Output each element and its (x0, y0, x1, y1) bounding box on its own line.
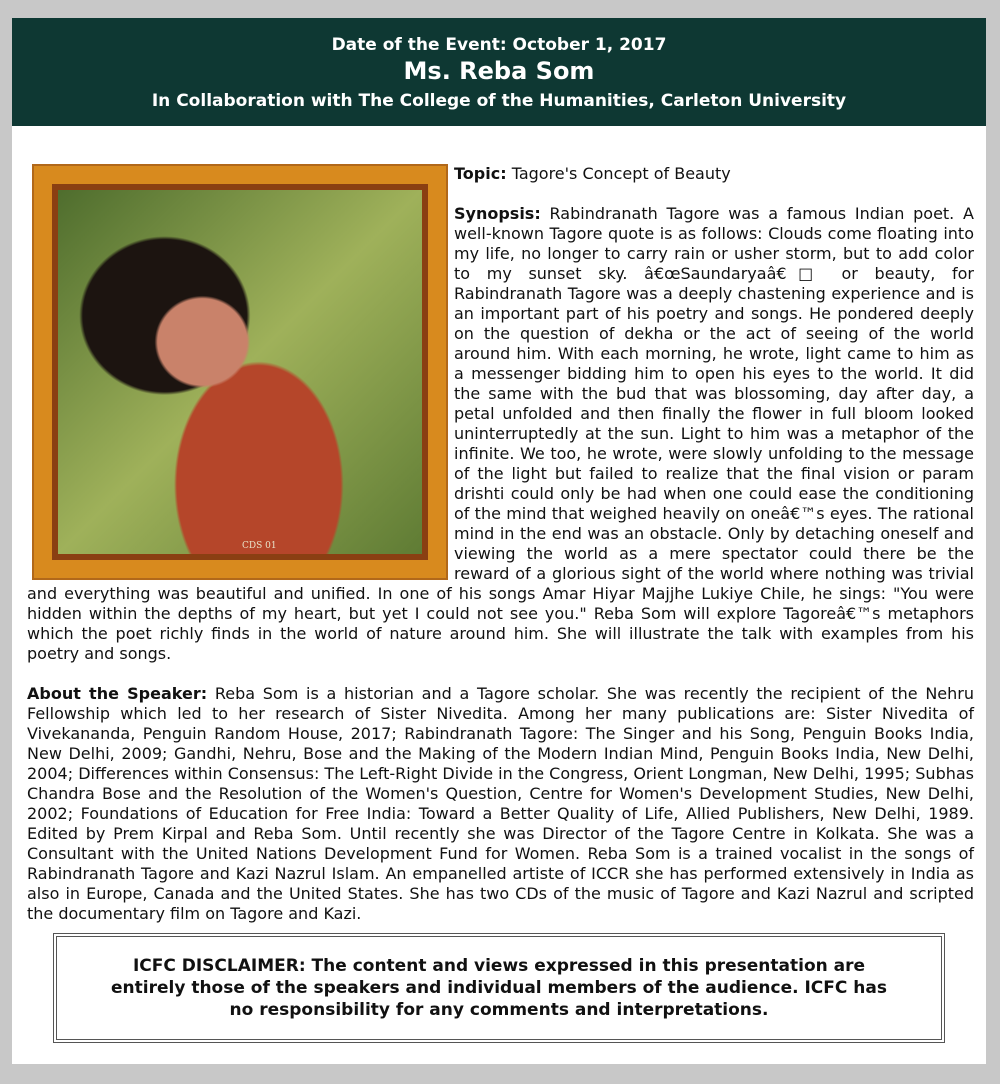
disclaimer-text: ICFC DISCLAIMER: The content and views expressed in this presentation are entirely those of the speakers and individual members of the audience. ICFC has no responsibility for any comments and interpretations. (111, 956, 887, 1020)
about-paragraph (27, 684, 974, 924)
topic-text: Tagore's Concept of Beauty (511, 164, 731, 183)
about-label: About the Speaker: (27, 684, 208, 703)
event-content (27, 164, 974, 944)
about-text: Reba Som is a historian and a Tagore scholar. She was recently the recipient of the Nehru Fellowship which led to her research of Sister Nivedita. Among her many publications are: Sister Nivedita of Vivekananda, Penguin Random House, 2017; Rabindranath Tagore: The Singer and his Song, Penguin Books India, New Delhi, 2009; Gandhi, Nehru, Bose and the Making of the Modern Indian Mind, Penguin Books India, New Delhi, 2004; Differences within Consensus: The Left-Right Divide in the Congress, Orient Longman, New Delhi, 1995; Subhas Chandra Bose and the Resolution of the Women's Question, Centre for Women's Development Studies, New Delhi, 2002; Foundations of Education for Free India: Toward a Better Quality of Life, Allied Publishers, New Delhi, 1989. Edited by Prem Kirpal and Reba Som. Until recently she was Director of the Tagore Centre in Kolkata. She was a Consultant with the United Nations Development Fund for Women. Reba Som is a trained vocalist in the songs of Rabindranath Tagore and Kazi Nazrul Islam. An empanelled artiste of ICCR she has performed extensively in India as also in Europe, Canada and the United States. She has two CDs of the music of Tagore and Kazi Nazrul and scripted the documentary film on Tagore and Kazi. (27, 684, 974, 923)
speaker-photo (34, 166, 446, 578)
event-page (12, 18, 986, 1064)
photo-caption: CDS 01 (242, 541, 277, 551)
collaboration-line: In Collaboration with The College of the Humanities, Carleton University (151, 91, 847, 111)
topic-label: Topic: (454, 164, 507, 183)
disclaimer-box (56, 936, 942, 1040)
synopsis-label: Synopsis: (454, 204, 541, 223)
event-header (12, 18, 986, 126)
synopsis-text: Rabindranath Tagore was a famous Indian poet. A well-known Tagore quote is as follows: Clouds come floating into my life, no longer to carry rain or usher storm, but to add color to my sunset sky. â€œSaundaryaâ€□ or beauty, for Rabindranath Tagore was a deeply chastening experience and is an important part of his poetry and songs. He pondered deeply on the question of dekha or the act of seeing of the world around him. With each morning, he wrote, light came to him as a messenger bidding him to open his eyes to the world. It did the same with the bud that was blossoming, day after day, a petal unfolded and then finally the flower in full bloom looked uninterruptedly at the sun. Light to him was a metaphor of the infinite. We too, he wrote, were slowly unfolding to the message of the light but failed to realize that the final vision or param drishti could only be had when one could ease the conditioning of the mind that weighed heavily on oneâ€™s eyes. The rational mind in the end was an obstacle. Only by detaching oneself and viewing the world as a mere spectator could there be the reward of a glorious sight of the world where nothing was trivial and everything was beautiful and unified. In one of his songs Amar Hiyar Majjhe Lukiye Chile, he sings: "You were hidden within the depths of my heart, but yet I could not see you." Reba Som will explore Tagoreâ€™s metaphors which the poet richly finds in the world of nature around him. She will illustrate the talk with examples from his poetry and songs. (27, 204, 975, 663)
event-date: Date of the Event: October 1, 2017 (331, 35, 667, 55)
speaker-name: Ms. Reba Som (403, 57, 595, 85)
